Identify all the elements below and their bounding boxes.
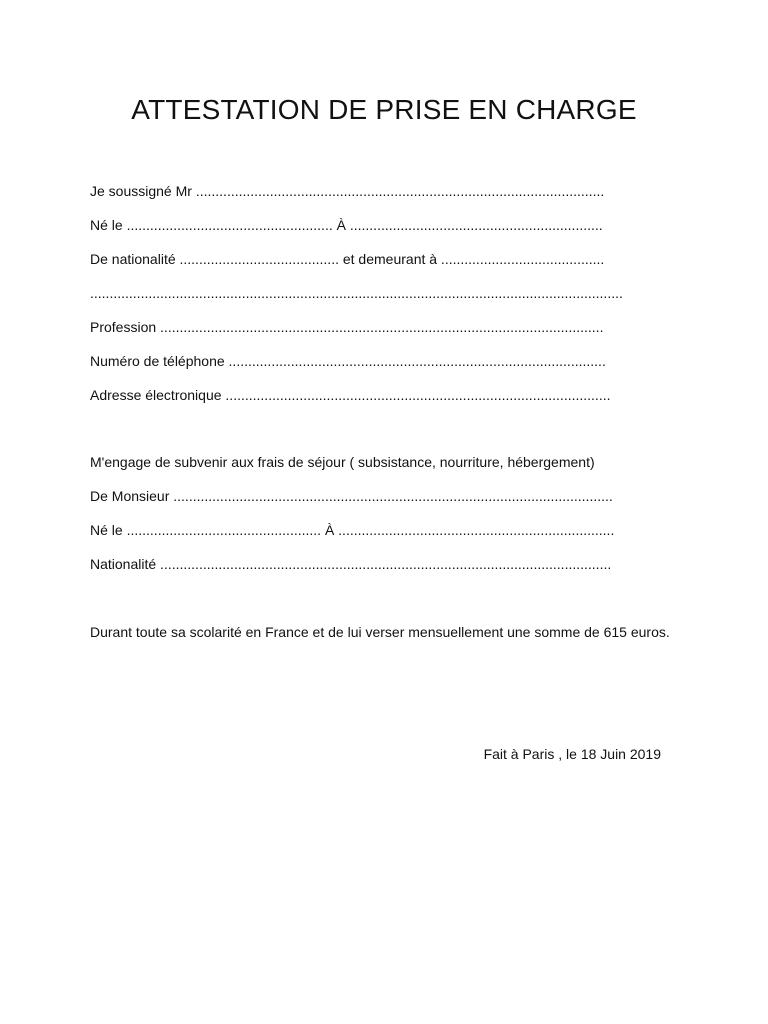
guarantor-phone-line: Numéro de téléphone ................................................................................................. bbox=[90, 353, 606, 369]
place-date-signoff: Fait à Paris , le 18 Juin 2019 bbox=[483, 746, 661, 762]
guarantor-email-line: Adresse électronique ................................................................................................... bbox=[90, 387, 611, 403]
commitment-paragraph: Durant toute sa scolarité en France et de lui verser mensuellement une somme de 615 euros. bbox=[90, 624, 670, 640]
commitment-intro-line: M'engage de subvenir aux frais de séjour ( subsistance, nourriture, hébergement) bbox=[90, 454, 595, 470]
guarantor-name-line: Je soussigné Mr ......................................................................................................... bbox=[90, 183, 605, 199]
beneficiary-nationality-line: Nationalité .................................................................................................................... bbox=[90, 556, 612, 572]
guarantor-address-line: ......................................................................................................................................... bbox=[90, 285, 623, 301]
guarantor-profession-line: Profession .................................................................................................................. bbox=[90, 319, 604, 335]
guarantor-nationality-line: De nationalité ......................................... et demeurant à .......................................... bbox=[90, 251, 605, 267]
document-title: ATTESTATION DE PRISE EN CHARGE bbox=[131, 94, 637, 125]
guarantor-birth-line: Né le ..................................................... À ................................................................. bbox=[90, 217, 603, 233]
beneficiary-birth-line: Né le .................................................. À ....................................................................... bbox=[90, 522, 615, 538]
beneficiary-name-line: De Monsieur ................................................................................................................. bbox=[90, 488, 613, 504]
